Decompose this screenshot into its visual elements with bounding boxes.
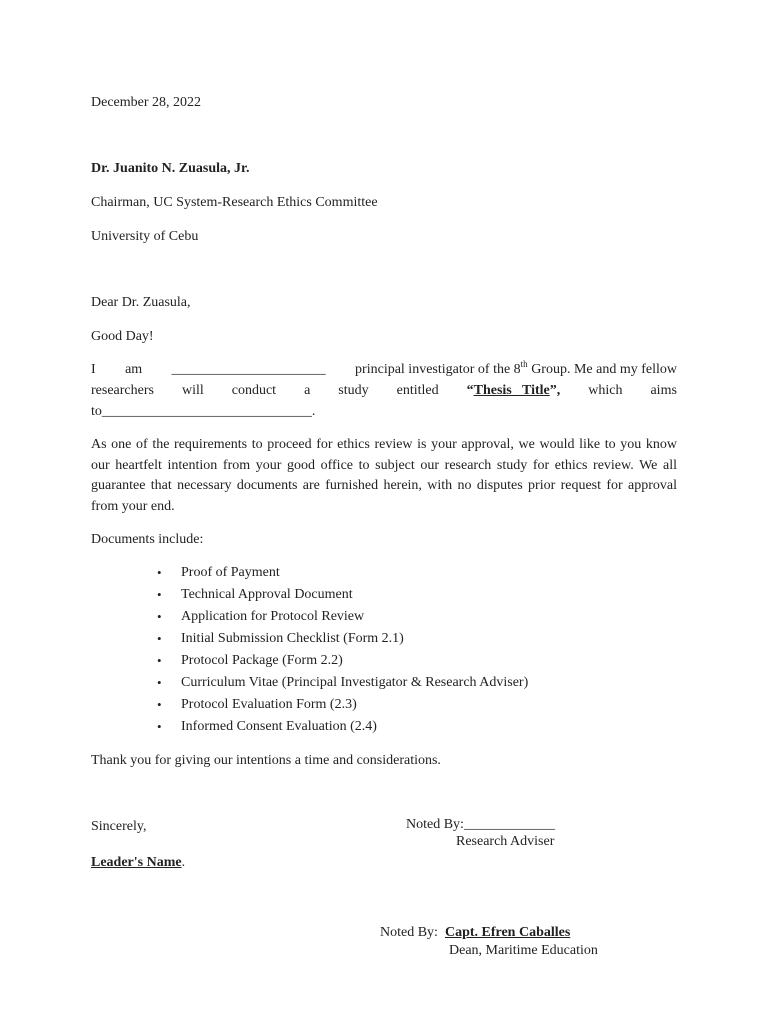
intro-word: conduct — [231, 383, 277, 398]
list-item — [157, 674, 528, 696]
intro-line-3: to______________________________. — [91, 404, 316, 419]
greeting: Good Day! — [91, 329, 154, 344]
list-item — [157, 564, 528, 586]
thesis-title: Thesis Title — [473, 383, 550, 398]
bullet-icon: • — [157, 697, 162, 712]
leader-signature — [91, 855, 185, 871]
noted-by-label: Noted By: — [380, 925, 438, 940]
list-item — [157, 586, 528, 608]
bullet-icon: • — [157, 609, 162, 624]
document-item: Application for Protocol Review — [181, 609, 365, 624]
intro-word: researchers — [91, 383, 154, 398]
intro-line-1 — [91, 359, 677, 378]
adviser-role: Research Adviser — [456, 834, 555, 849]
recipient-title: Chairman, UC System-Research Ethics Committee — [91, 195, 378, 210]
document-item: Protocol Evaluation Form (2.3) — [181, 697, 357, 712]
intro-line-2 — [91, 383, 677, 399]
list-item — [157, 718, 528, 740]
body-paragraph: As one of the requirements to proceed for ethics review is your approval, we would like to you know our heartfelt intention from your good office to subject our research study for ethics review. We all guarantee that necessary documents are furnished herein, with no disputes prior request for approval from your end. — [91, 437, 677, 514]
noted-by-label: Noted By: — [406, 817, 464, 832]
bullet-icon: • — [157, 631, 162, 646]
bullet-icon: • — [157, 675, 162, 690]
close-quote: ”, — [549, 383, 561, 398]
document-item: Protocol Package (Form 2.2) — [181, 653, 343, 668]
recipient-organization: University of Cebu — [91, 229, 199, 244]
intro-word: will — [181, 383, 204, 398]
open-quote: “ — [466, 383, 474, 398]
list-item — [157, 652, 528, 674]
document-item: Curriculum Vitae (Principal Investigator & Research Adviser) — [181, 675, 529, 690]
intro-word: entitled — [396, 383, 439, 398]
closing-thanks: Thank you for giving our intentions a time and considerations. — [91, 753, 441, 768]
intro-text: Group. Me and my fellow — [527, 362, 677, 377]
salutation: Dear Dr. Zuasula, — [91, 295, 191, 310]
dean-role: Dean, Maritime Education — [449, 943, 598, 958]
closing-sincerely: Sincerely, — [91, 819, 147, 834]
list-item — [157, 696, 528, 718]
leader-period: . — [181, 855, 186, 870]
ordinal-suffix: th — [520, 359, 528, 369]
documents-heading: Documents include: — [91, 532, 204, 547]
leader-name: Leader's Name — [91, 855, 182, 870]
intro-line-1-rest — [355, 359, 677, 378]
bullet-icon: • — [157, 565, 162, 580]
adviser-signature-blank: _____________ — [463, 817, 555, 832]
investigator-name-blank: ______________________ — [171, 362, 326, 377]
list-item — [157, 608, 528, 630]
bullet-icon: • — [157, 653, 162, 668]
document-item: Informed Consent Evaluation (2.4) — [181, 719, 377, 734]
intro-word: study — [338, 383, 369, 398]
document-item: Technical Approval Document — [181, 587, 353, 602]
recipient-name: Dr. Juanito N. Zuasula, Jr. — [91, 161, 250, 176]
intro-word: a — [304, 383, 311, 398]
document-item: Proof of Payment — [181, 565, 280, 580]
dean-name: Capt. Efren Caballes — [444, 925, 571, 940]
thesis-title-group — [467, 383, 561, 399]
intro-word: which — [588, 383, 623, 398]
bullet-icon: • — [157, 719, 162, 734]
intro-word: am — [125, 362, 143, 377]
intro-text: principal investigator of the 8 — [355, 362, 521, 377]
noted-by-adviser — [406, 817, 555, 833]
document-item: Initial Submission Checklist (Form 2.1) — [181, 631, 404, 646]
noted-by-dean — [380, 925, 570, 941]
list-item — [157, 630, 528, 652]
letter-date: December 28, 2022 — [91, 95, 202, 110]
documents-list — [157, 564, 528, 740]
intro-word: aims — [650, 383, 677, 398]
bullet-icon: • — [157, 587, 162, 602]
intro-word: I — [91, 362, 96, 377]
